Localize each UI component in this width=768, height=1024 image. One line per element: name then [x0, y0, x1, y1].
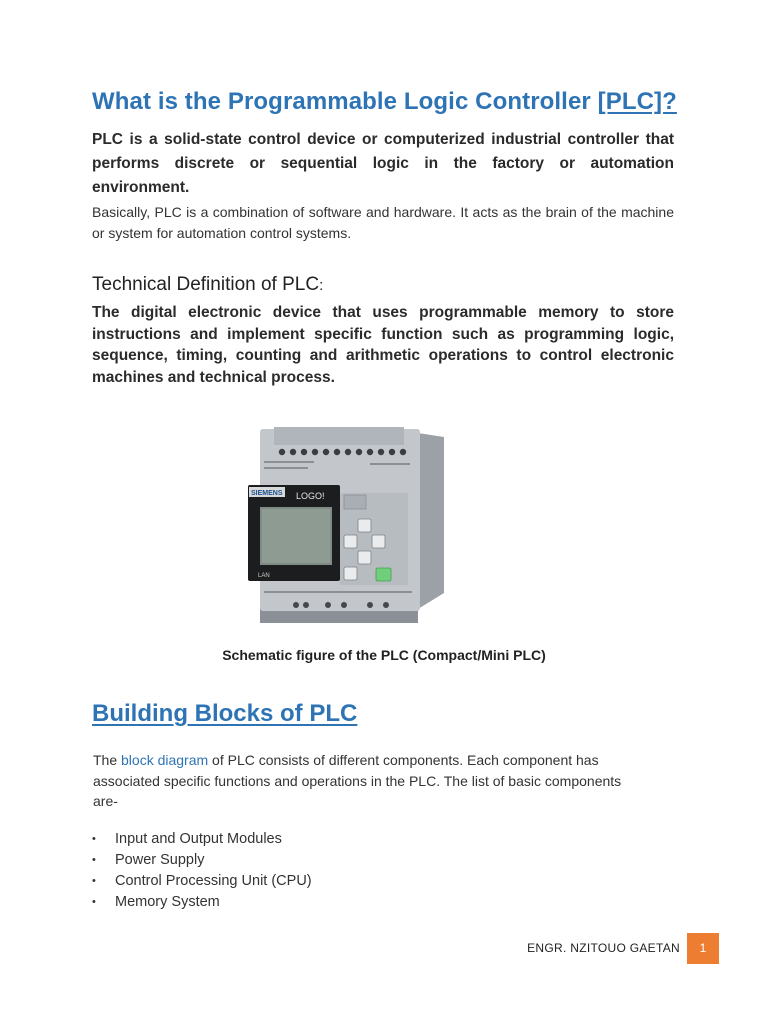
plc-link[interactable]: [PLC]?: [597, 88, 677, 115]
building-blocks-intro: [93, 750, 633, 812]
list-item-text: Memory System: [115, 894, 220, 910]
figure-caption: Schematic figure of the PLC (Compact/Mini PLC): [222, 647, 546, 663]
building-blocks-heading: Building Blocks of PLC: [92, 700, 358, 727]
block-diagram-link[interactable]: block diagram: [121, 752, 209, 768]
page-title-text: What is the Programmable Logic Controller: [92, 88, 591, 115]
intro-text-after: of PLC consists of different components. Each component has associated specific functions and operations in the PLC. The list of basic components are-: [93, 752, 622, 809]
technical-definition-heading: [92, 274, 323, 296]
bullet-icon: •: [92, 896, 96, 908]
technical-heading-colon: :: [319, 277, 324, 294]
siemens-logo-text: SIEMENS: [251, 490, 283, 497]
footer-author: ENGR. NZITOUO GAETAN: [527, 941, 680, 955]
page-number-badge: 1: [687, 933, 719, 964]
bullet-icon: •: [92, 875, 96, 887]
definition-bold: PLC is a solid-state control device or computerized industrial controller that performs discrete or sequential logic in the factory or automation environment.: [92, 131, 674, 196]
list-item-text: Input and Output Modules: [115, 831, 282, 847]
definition-plain: Basically, PLC is a combination of software and hardware. It acts as the brain of the machine or system for automation control systems.: [92, 204, 674, 241]
components-list: [92, 829, 312, 913]
list-item-text: Power Supply: [115, 852, 205, 868]
plc-illustration: [246, 423, 446, 633]
logo-model-text: LOGO!: [296, 491, 325, 501]
bullet-icon: •: [92, 833, 96, 845]
plc-image: [246, 423, 446, 633]
list-item: [92, 829, 312, 850]
list-item: [92, 892, 312, 913]
list-item-text: Control Processing Unit (CPU): [115, 873, 312, 889]
list-item: [92, 871, 312, 892]
intro-text-before: The: [93, 752, 122, 768]
page-title: [92, 88, 677, 116]
technical-definition-body: The digital electronic device that uses programmable memory to store instructions and implement specific function such as programming logic, sequence, timing, counting and arithmetic operations to control electronic machines and technical process.: [92, 304, 674, 386]
list-item: [92, 850, 312, 871]
bullet-icon: •: [92, 854, 96, 866]
lan-label: LAN: [258, 573, 270, 579]
technical-heading-text: Technical Definition of PLC: [92, 274, 320, 295]
